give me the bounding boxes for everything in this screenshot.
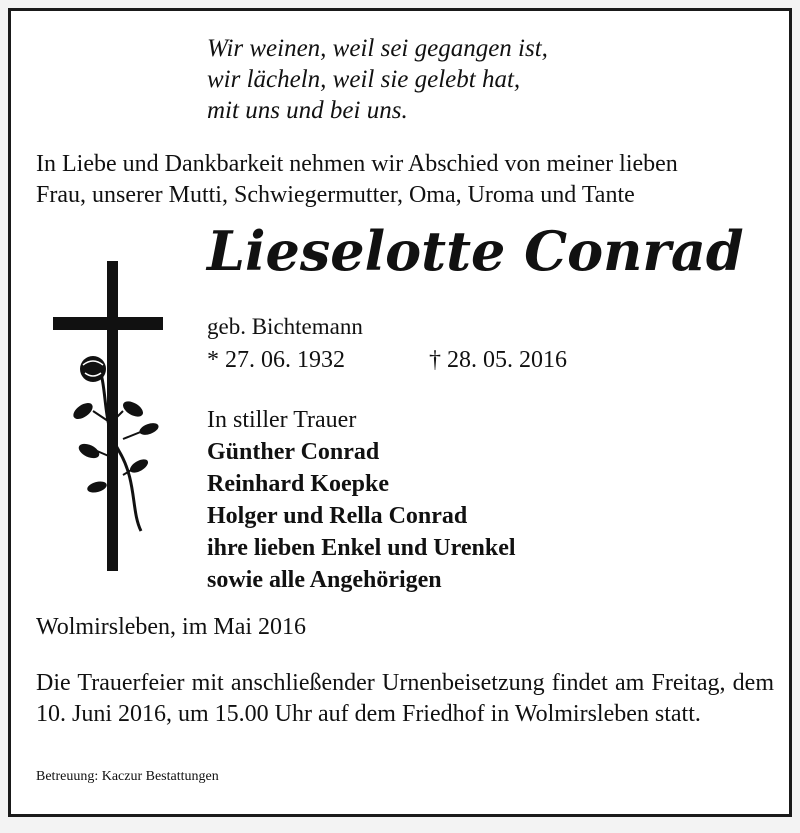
mourner-name: Günther Conrad xyxy=(207,439,380,465)
obituary-notice xyxy=(8,8,792,817)
cross-with-rose-icon xyxy=(53,261,163,571)
mourner-name: ihre lieben Enkel und Urenkel xyxy=(207,535,516,561)
undertaker-credit: Betreuung: Kaczur Bestattungen xyxy=(36,769,219,784)
place-and-date: Wolmirsleben, im Mai 2016 xyxy=(36,614,307,640)
mourner-name: sowie alle Angehörigen xyxy=(207,567,442,593)
motto-line: Wir weinen, weil sei gegangen ist, xyxy=(207,35,548,62)
funeral-notice: Die Trauerfeier mit anschließender Urnenbeisetzung findet am Freitag, dem 10. Juni 2016, um 15.00 Uhr auf dem Friedhof in Wolmirsleben statt. xyxy=(36,670,774,727)
intro-line: Frau, unserer Mutti, Schwiegermutter, Oma, Uroma und Tante xyxy=(36,182,635,208)
mourners-heading: In stiller Trauer xyxy=(207,407,357,433)
mourner-name: Holger und Rella Conrad xyxy=(207,503,468,529)
birth-date: * 27. 06. 1932 xyxy=(207,347,345,373)
mourner-name: Reinhard Koepke xyxy=(207,471,390,497)
motto-line: wir lächeln, weil sie gelebt hat, xyxy=(207,66,521,93)
birth-name: geb. Bichtemann xyxy=(207,314,363,339)
intro-line: In Liebe und Dankbarkeit nehmen wir Abschied von meiner lieben xyxy=(36,151,678,177)
intro-text xyxy=(36,149,776,211)
motto-line: mit uns und bei uns. xyxy=(207,97,408,124)
motto-verse xyxy=(207,33,548,126)
mourners-list xyxy=(207,404,516,596)
death-date: † 28. 05. 2016 xyxy=(429,347,567,373)
deceased-name: Lieselotte Conrad xyxy=(207,219,744,283)
